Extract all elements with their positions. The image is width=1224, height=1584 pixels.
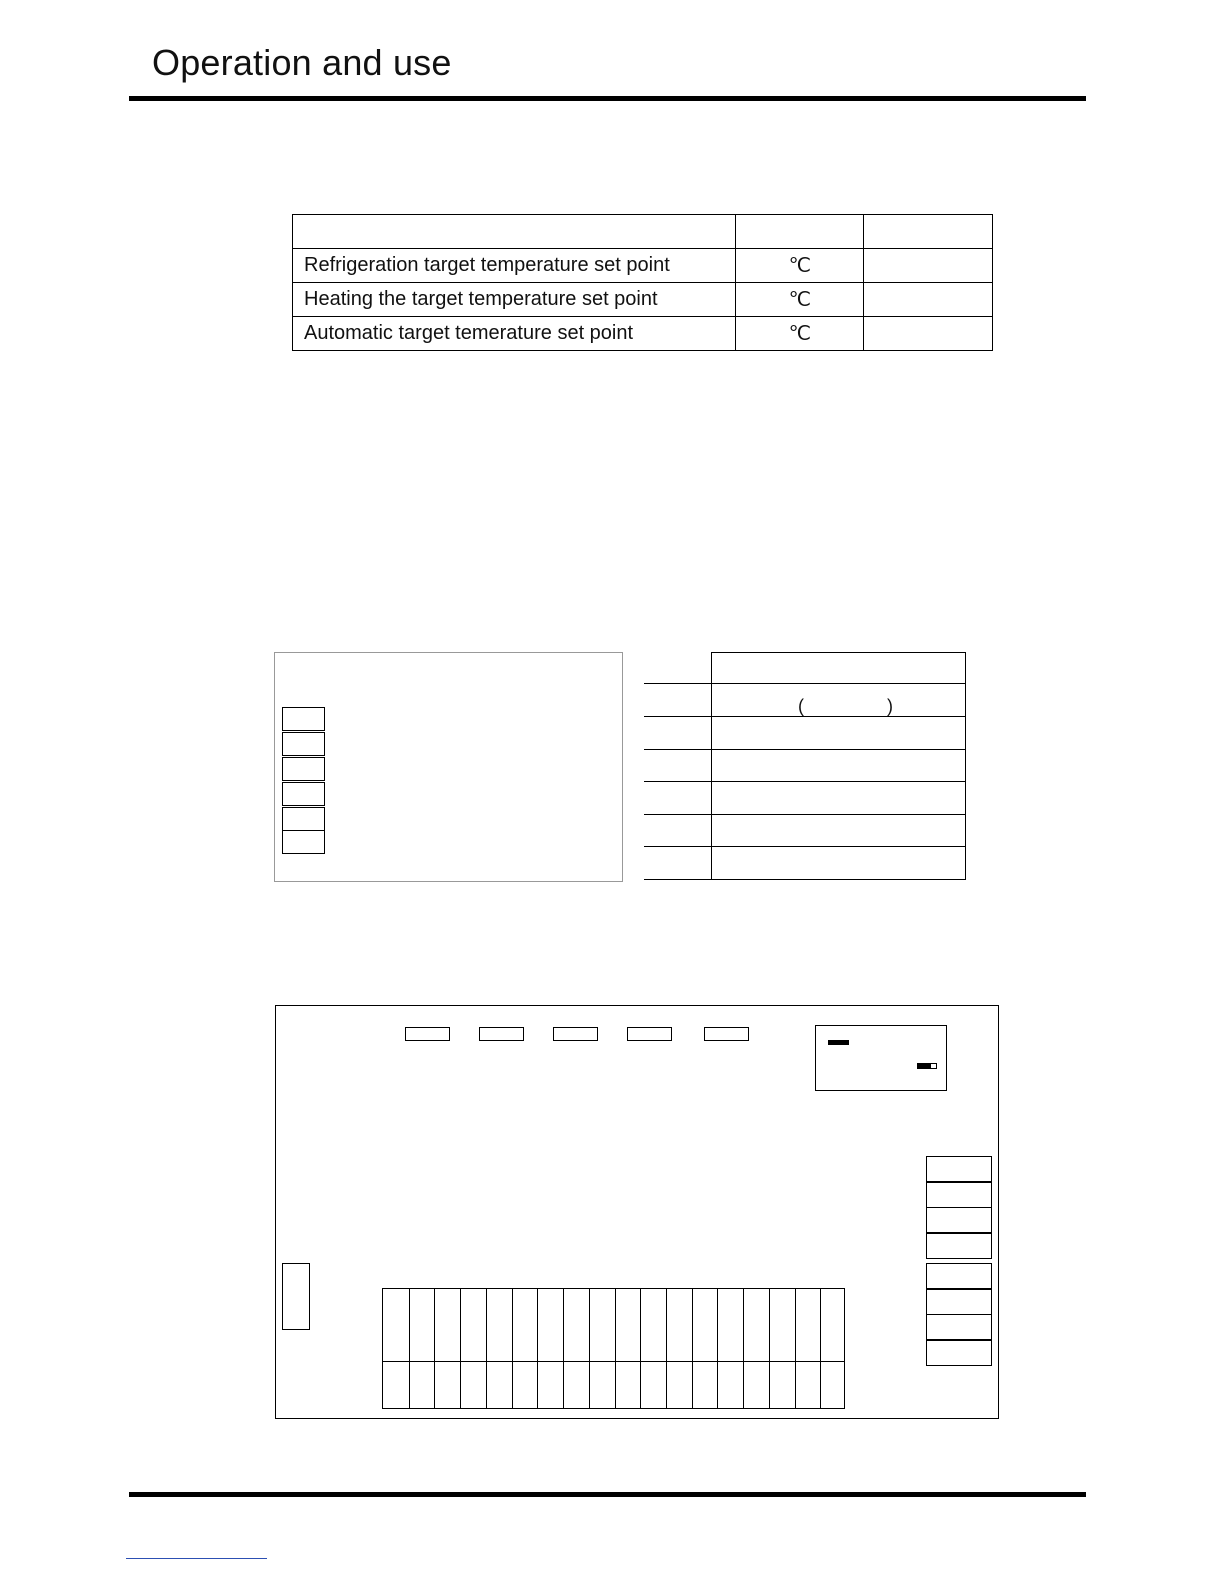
table-row <box>644 848 966 880</box>
controller-diagram-panel <box>274 652 623 882</box>
board-button <box>405 1027 450 1041</box>
footer-link-underline <box>126 1558 267 1559</box>
table-row <box>644 783 966 815</box>
connector-box <box>926 1263 992 1289</box>
setpoint-value <box>864 317 993 351</box>
paren-close: ) <box>887 696 893 716</box>
table-row <box>293 249 993 283</box>
display-segment <box>828 1040 849 1045</box>
connector-box <box>926 1182 992 1208</box>
circuit-board-diagram <box>275 1005 999 1419</box>
connector-box <box>926 1314 992 1340</box>
side-connector <box>282 1263 310 1330</box>
setpoint-name: Automatic target temerature set point <box>293 317 736 351</box>
terminal-column-divider <box>692 1289 693 1408</box>
table-row <box>644 718 966 750</box>
indicator-box <box>282 757 325 781</box>
terminal-column-divider <box>460 1289 461 1408</box>
setpoint-value <box>864 283 993 317</box>
header-rule <box>129 96 1086 101</box>
board-button <box>479 1027 524 1041</box>
terminal-column-divider <box>717 1289 718 1408</box>
setpoint-name: Heating the target temperature set point <box>293 283 736 317</box>
table-row <box>293 317 993 351</box>
terminal-column-divider <box>820 1289 821 1408</box>
setpoint-unit: ℃ <box>736 317 864 351</box>
terminal-column-divider <box>409 1289 410 1408</box>
header-cell-unit <box>736 215 864 249</box>
indicator-box <box>282 830 325 854</box>
board-button <box>704 1027 749 1041</box>
board-button <box>627 1027 672 1041</box>
indicator-box <box>282 707 325 731</box>
setpoint-table <box>292 214 993 351</box>
connector-box <box>926 1156 992 1182</box>
indicator-box <box>282 807 325 831</box>
setpoint-name: Refrigeration target temperature set point <box>293 249 736 283</box>
board-button <box>553 1027 598 1041</box>
terminal-column-divider <box>666 1289 667 1408</box>
terminal-column-divider <box>615 1289 616 1408</box>
connector-box <box>926 1233 992 1259</box>
terminal-column-divider <box>743 1289 744 1408</box>
terminal-block <box>382 1288 845 1409</box>
connector-box <box>926 1207 992 1233</box>
terminal-column-divider <box>795 1289 796 1408</box>
table-row <box>293 283 993 317</box>
lcd-display <box>815 1025 947 1091</box>
terminal-column-divider <box>486 1289 487 1408</box>
setpoint-unit: ℃ <box>736 249 864 283</box>
parameter-table <box>644 652 966 880</box>
header-cell-value <box>864 215 993 249</box>
table-row <box>644 750 966 782</box>
table-row <box>644 685 966 717</box>
terminal-column-divider <box>589 1289 590 1408</box>
indicator-box <box>282 782 325 806</box>
connector-box <box>926 1340 992 1366</box>
indicator-box <box>282 732 325 756</box>
terminal-column-divider <box>563 1289 564 1408</box>
header-cell-name <box>293 215 736 249</box>
table-header-row <box>293 215 993 249</box>
setpoint-unit: ℃ <box>736 283 864 317</box>
terminal-column-divider <box>512 1289 513 1408</box>
terminal-divider <box>383 1361 844 1362</box>
terminal-column-divider <box>537 1289 538 1408</box>
table-row <box>644 652 966 684</box>
setpoint-value <box>864 249 993 283</box>
table-row <box>644 815 966 847</box>
footer-rule <box>129 1492 1086 1497</box>
battery-icon <box>917 1063 937 1069</box>
paren-open: ( <box>798 696 804 716</box>
connector-box <box>926 1289 992 1315</box>
terminal-column-divider <box>434 1289 435 1408</box>
page-title: Operation and use <box>152 42 452 83</box>
terminal-column-divider <box>640 1289 641 1408</box>
terminal-column-divider <box>769 1289 770 1408</box>
